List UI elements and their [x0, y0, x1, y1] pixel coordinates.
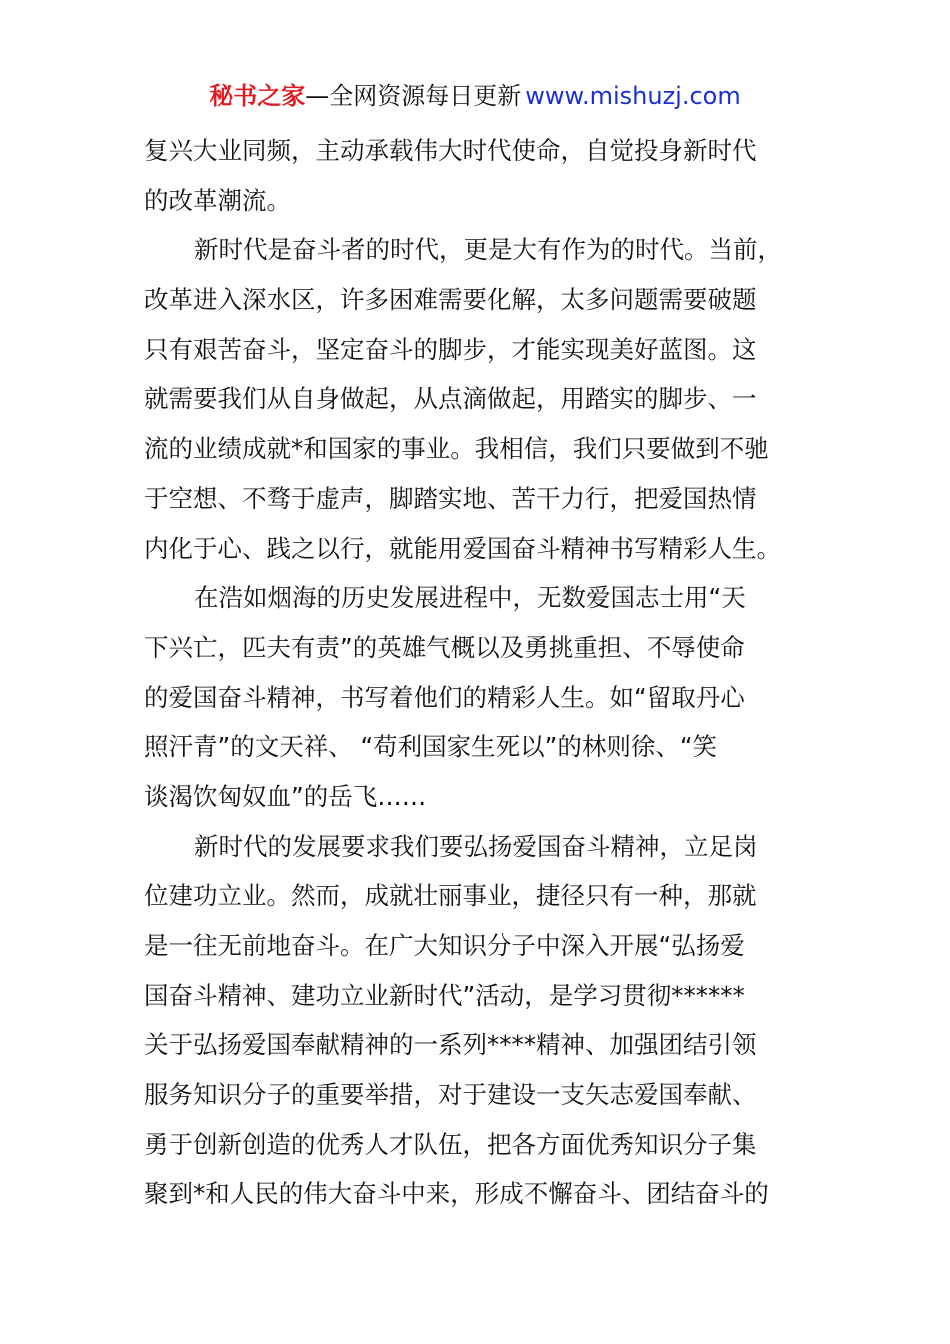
text-line: 在浩如烟海的历史发展进程中，无数爱国志士用“天	[194, 583, 746, 613]
text-line: 只有艰苦奋斗，坚定奋斗的脚步，才能实现美好蓝图。这	[144, 334, 757, 364]
text-line: 国奋斗精神、建功立业新时代”活动，是学习贯彻******	[144, 980, 745, 1010]
page-header	[0, 80, 950, 112]
text-line: 的改革潮流。	[144, 185, 291, 215]
paragraph	[144, 126, 834, 225]
text-line: 改革进入深水区，许多困难需要化解，太多问题需要破题	[144, 285, 757, 315]
text-line: 流的业绩成就*和国家的事业。我相信，我们只要做到不驰	[144, 434, 769, 464]
text-line: 谈渴饮匈奴血”的岳飞……	[144, 781, 427, 811]
header-tagline: —全网资源每日更新	[305, 82, 522, 110]
text-line: 新时代是奋斗者的时代，更是大有作为的时代。当前，	[194, 235, 782, 265]
text-line: 于空想、不骛于虚声，脚踏实地、苦干力行，把爱国热情	[144, 483, 757, 513]
text-line: 新时代的发展要求我们要弘扬爱国奋斗精神，立足岗	[194, 831, 758, 861]
text-line: 勇于创新创造的优秀人才队伍，把各方面优秀知识分子集	[144, 1129, 757, 1159]
text-line: 是一往无前地奋斗。在广大知识分子中深入开展“弘扬爱	[144, 931, 745, 960]
text-line: 聚到*和人民的伟大奋斗中来，形成不懈奋斗、团结奋斗的	[144, 1179, 769, 1209]
text-line: 关于弘扬爱国奉献精神的一系列****精神、加强团结引领	[144, 1030, 757, 1060]
text-line: 下兴亡，匹夫有责”的英雄气概以及勇挑重担、不辱使命	[144, 632, 745, 662]
paragraph	[144, 225, 834, 573]
text-line: 服务知识分子的重要举措，对于建设一支矢志爱国奉献、	[144, 1080, 757, 1110]
paragraph	[144, 822, 834, 1220]
brand-name: 秘书之家	[209, 82, 306, 110]
document-body	[144, 126, 834, 1219]
text-line: 复兴大业同频，主动承载伟大时代使命，自觉投身新时代	[144, 136, 757, 165]
text-line: 就需要我们从自身做起，从点滴做起，用踏实的脚步、一	[144, 384, 757, 414]
site-url-link[interactable]: www.mishuzj.com	[525, 82, 741, 110]
text-line: 的爱国奋斗精神，书写着他们的精彩人生。如“留取丹心	[144, 682, 745, 712]
text-line: 照汗青”的文天祥、 “苟利国家生死以”的林则徐、“笑	[144, 732, 718, 762]
paragraph	[144, 573, 834, 821]
text-line: 位建功立业。然而，成就壮丽事业，捷径只有一种，那就	[144, 881, 757, 911]
text-line: 内化于心、践之以行，就能用爱国奋斗精神书写精彩人生。	[144, 533, 781, 563]
